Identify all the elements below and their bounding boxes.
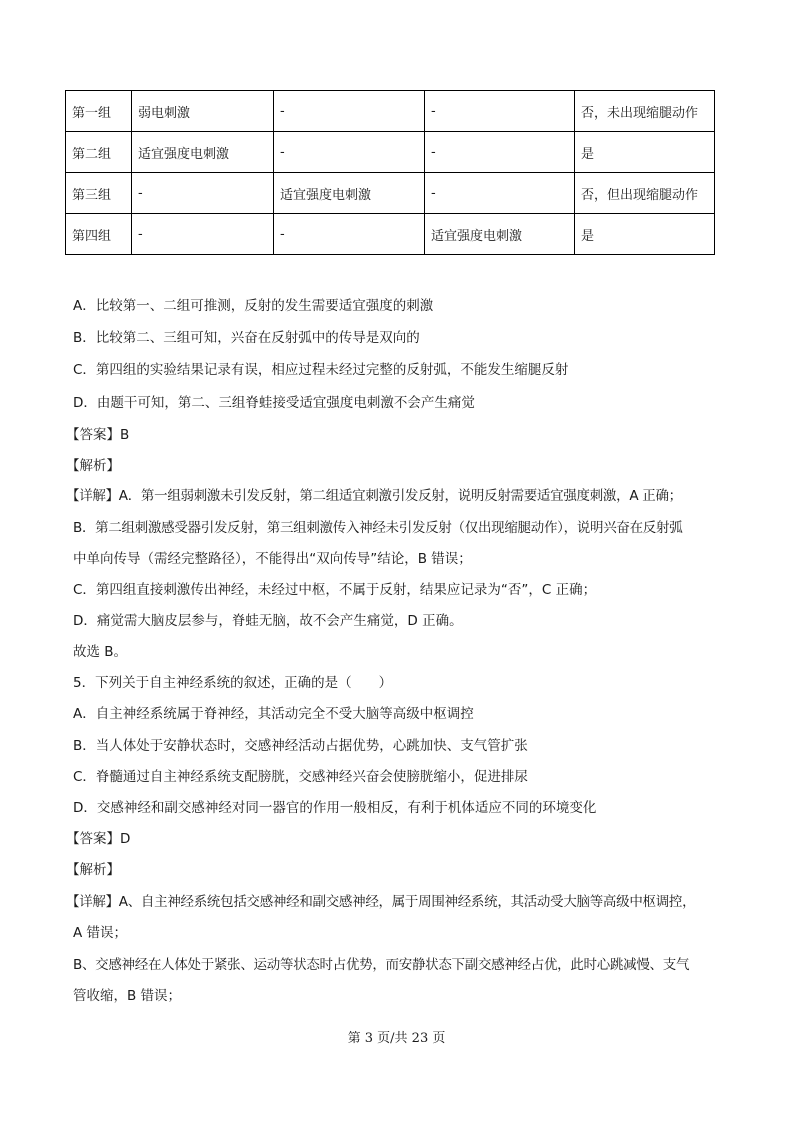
group-label-cell: 第三组 <box>66 173 132 214</box>
q5-stem: 5．下列关于自主神经系统的叙述，正确的是（ ） <box>73 675 393 691</box>
q4-option-c: C．第四组的实验结果记录有误，相应过程未经过完整的反射弧，不能发生缩腿反射 <box>73 362 569 378</box>
table-cell: - <box>425 173 575 214</box>
table-cell: 否，但出现缩腿动作 <box>575 173 715 214</box>
q4-option-d: D．由题干可知，第二、三组脊蛙接受适宜强度电刺激不会产生痛觉 <box>73 395 475 411</box>
q4-detail-line: B．第二组刺激感受器引发反射，第三组刺激传入神经未引发反射（仅出现缩腿动作），说明兴奋在反射弧 <box>73 520 683 536</box>
table-cell: - <box>425 132 575 173</box>
table-cell: 适宜强度电刺激 <box>274 173 425 214</box>
q4-analysis-label: 【解析】 <box>66 458 120 474</box>
table-cell: 是 <box>575 214 715 255</box>
q4-conclusion: 故选 B。 <box>73 644 128 660</box>
page-footer: 第 3 页/共 23 页 <box>347 1031 446 1046</box>
table-row <box>66 132 715 173</box>
table-row <box>66 91 715 132</box>
table-cell: - <box>132 214 274 255</box>
q4-detail-line: 【详解】A．第一组弱刺激未引发反射，第二组适宜刺激引发反射，说明反射需要适宜强度刺激，A 正确； <box>66 488 682 504</box>
table-cell: - <box>274 91 425 132</box>
table-row <box>66 173 715 214</box>
table-cell: 适宜强度电刺激 <box>425 214 575 255</box>
group-label-cell: 第四组 <box>66 214 132 255</box>
table-cell: - <box>132 173 274 214</box>
group-label-cell: 第一组 <box>66 91 132 132</box>
experiment-table <box>65 90 715 255</box>
q5-detail-line: A 错误； <box>73 925 128 941</box>
table-cell: 适宜强度电刺激 <box>132 132 274 173</box>
table-cell: 弱电刺激 <box>132 91 274 132</box>
q4-option-b: B．比较第二、三组可知，兴奋在反射弧中的传导是双向的 <box>73 330 420 346</box>
q5-detail-line: 【详解】A、自主神经系统包括交感神经和副交感神经，属于周围神经系统，其活动受大脑等高级中枢调控， <box>66 894 696 910</box>
q4-detail-line: D．痛觉需大脑皮层参与，脊蛙无脑，故不会产生痛觉，D 正确。 <box>73 613 463 629</box>
q5-detail-line: B、交感神经在人体处于紧张、运动等状态时占优势，而安静状态下副交感神经占优，此时心跳减慢、支气 <box>73 957 690 973</box>
table-cell: - <box>274 132 425 173</box>
q4-answer: 【答案】B <box>66 427 130 443</box>
table-cell: - <box>274 214 425 255</box>
q5-analysis-label: 【解析】 <box>66 862 120 878</box>
q5-option-d: D．交感神经和副交感神经对同一器官的作用一般相反，有利于机体适应不同的环境变化 <box>73 800 597 816</box>
q5-answer: 【答案】D <box>66 831 131 847</box>
group-label-cell: 第二组 <box>66 132 132 173</box>
table-cell: 否，未出现缩腿动作 <box>575 91 715 132</box>
table-row <box>66 214 715 255</box>
q5-option-c: C．脊髓通过自主神经系统支配膀胱，交感神经兴奋会使膀胱缩小，促进排尿 <box>73 769 528 785</box>
q5-option-a: A．自主神经系统属于脊神经，其活动完全不受大脑等高级中枢调控 <box>73 706 474 722</box>
q5-detail-line: 管收缩，B 错误； <box>73 988 182 1004</box>
q4-detail-line: C．第四组直接刺激传出神经，未经过中枢，不属于反射，结果应记录为“否”，C 正确； <box>73 582 597 598</box>
q5-option-b: B．当人体处于安静状态时，交感神经活动占据优势，心跳加快、支气管扩张 <box>73 738 528 754</box>
table-cell: - <box>425 91 575 132</box>
table-cell: 是 <box>575 132 715 173</box>
q4-option-a: A．比较第一、二组可推测，反射的发生需要适宜强度的刺激 <box>73 298 434 314</box>
q4-detail-line: 中单向传导（需经完整路径），不能得出“双向传导”结论，B 错误； <box>73 551 472 567</box>
